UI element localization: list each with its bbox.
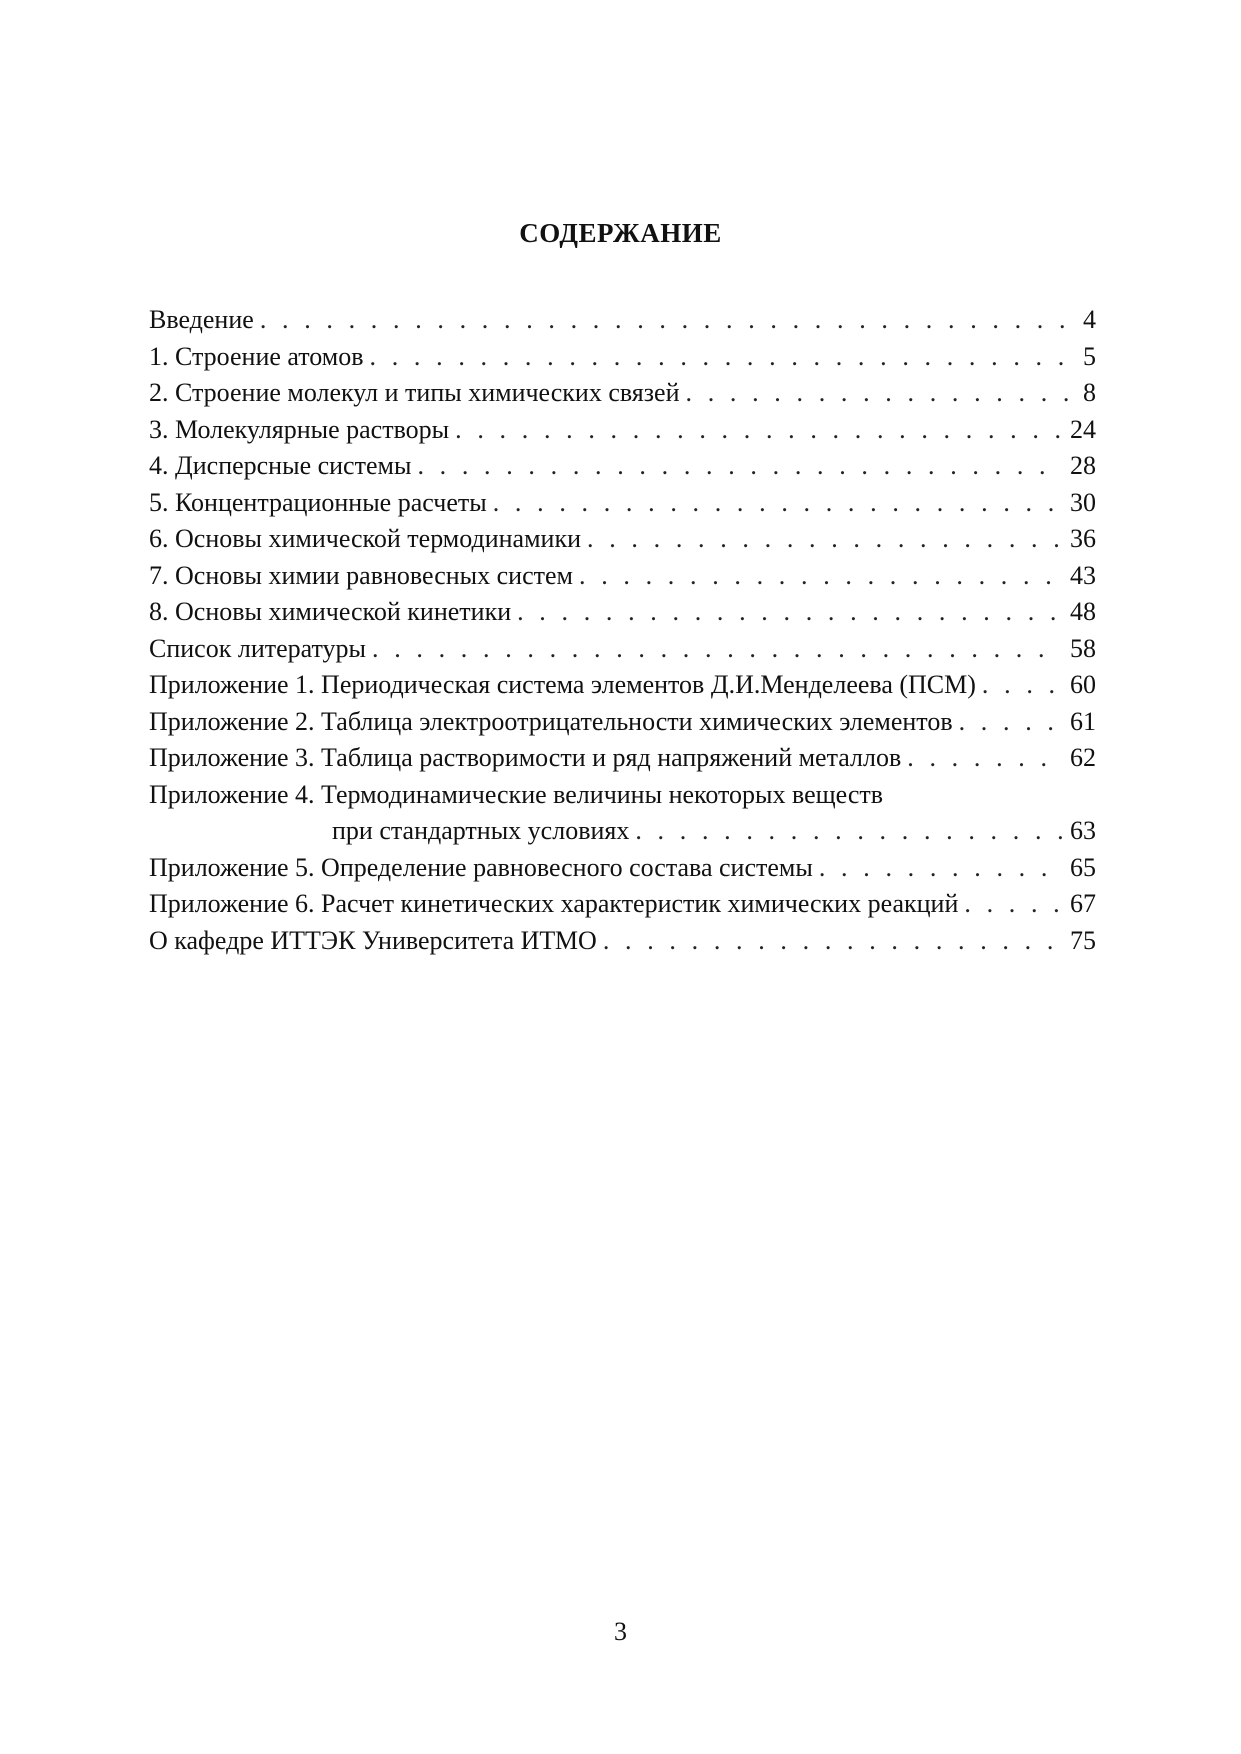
toc-entry-label: Список литературы	[149, 633, 366, 663]
toc-entry-label: 8. Основы химической кинетики	[149, 597, 512, 626]
toc-entry-label: Приложение 6. Расчет кинетических характеристик химических реакций	[149, 889, 959, 918]
toc-entry-label: 3. Молекулярные растворы	[149, 414, 450, 444]
toc-dot-leader	[680, 375, 1076, 412]
toc-entry-label: Приложение 4. Термодинамические величины некоторых веществ	[149, 779, 884, 809]
toc-entry-chapter-5	[149, 485, 1096, 522]
toc-dot-leader	[411, 448, 1062, 485]
toc-entry-appendix-4	[149, 777, 1096, 814]
toc-entry-label: Приложение 3. Таблица растворимости и ряд напряжений металлов	[149, 743, 902, 772]
toc-dot-leader	[597, 923, 1062, 960]
toc-dot-leader	[629, 813, 1062, 850]
toc-dot-leader	[511, 594, 1062, 631]
toc-entry-chapter-1	[149, 339, 1096, 376]
toc-entry-label: 4. Дисперсные системы	[149, 451, 412, 480]
toc-entry-label: 6. Основы химической термодинамики	[149, 524, 582, 553]
toc-entry-appendix-1	[149, 667, 1096, 704]
toc-dot-leader	[254, 302, 1075, 339]
toc-entry-page: 60	[1070, 670, 1096, 699]
toc-entry-label-continuation: при стандартных условиях	[332, 816, 630, 845]
toc-entry-appendix-5	[149, 850, 1096, 887]
toc-dot-leader	[573, 558, 1062, 595]
toc-entry-page: 75	[1070, 925, 1096, 955]
toc-entry-chapter-6	[149, 521, 1096, 558]
page-title: СОДЕРЖАНИЕ	[519, 218, 722, 248]
toc-entry-page: 62	[1070, 743, 1096, 772]
toc-dot-leader	[958, 886, 1062, 923]
toc-entry-chapter-7	[149, 558, 1096, 595]
toc-entry-page: 24	[1070, 414, 1096, 444]
toc-entry-page: 30	[1070, 487, 1096, 517]
toc-entry-chapter-2	[149, 375, 1096, 412]
toc-dot-leader	[813, 850, 1062, 887]
toc-entry-appendix-2	[149, 704, 1096, 741]
toc-dot-leader	[976, 667, 1062, 704]
toc-entry-page: 61	[1070, 706, 1096, 736]
toc-entry-label: 2. Строение молекул и типы химических связей	[149, 378, 680, 407]
toc-entry-chapter-3	[149, 412, 1096, 449]
toc-entry-page: 48	[1070, 597, 1096, 626]
toc-entry-page: 8	[1083, 378, 1096, 407]
toc-entry-label: Введение	[149, 305, 254, 334]
toc-dot-leader	[449, 412, 1062, 449]
toc-entry-chapter-8	[149, 594, 1096, 631]
table-of-contents	[149, 302, 1096, 959]
toc-entry-label: Приложение 1. Периодическая система элементов Д.И.Менделеева (ПСМ)	[149, 670, 976, 699]
toc-entry-label: О кафедре ИТТЭК Университета ИТМО	[149, 925, 597, 955]
toc-entry-appendix-4-continuation	[149, 813, 1096, 850]
toc-entry-page: 4	[1083, 305, 1096, 334]
toc-entry-label: Приложение 5. Определение равновесного состава системы	[149, 852, 813, 882]
toc-entry-appendix-3	[149, 740, 1096, 777]
toc-dot-leader	[364, 339, 1075, 376]
toc-dot-leader	[953, 704, 1062, 741]
toc-entry-references	[149, 631, 1096, 668]
toc-entry-appendix-6	[149, 886, 1096, 923]
page-number: 3	[614, 1617, 627, 1646]
toc-entry-page: 67	[1070, 889, 1096, 918]
toc-entry-page: 28	[1070, 451, 1096, 480]
toc-entry-page: 65	[1070, 852, 1096, 882]
toc-dot-leader	[366, 631, 1062, 668]
toc-entry-page: 43	[1070, 560, 1096, 590]
toc-dot-leader	[487, 485, 1062, 522]
toc-entry-page: 63	[1070, 816, 1096, 845]
toc-dot-leader	[581, 521, 1062, 558]
toc-entry-label: Приложение 2. Таблица электроотрицательности химических элементов	[149, 706, 953, 736]
toc-entry-label: 1. Строение атомов	[149, 341, 364, 371]
toc-entry-label: 5. Концентрационные расчеты	[149, 487, 487, 517]
toc-entry-page: 58	[1070, 633, 1096, 663]
toc-entry-page: 36	[1070, 524, 1096, 553]
toc-dot-leader	[901, 740, 1062, 777]
toc-entry-chapter-4	[149, 448, 1096, 485]
toc-entry-page: 5	[1083, 341, 1096, 371]
toc-entry-introduction	[149, 302, 1096, 339]
toc-entry-label: 7. Основы химии равновесных систем	[149, 560, 573, 590]
toc-entry-department	[149, 923, 1096, 960]
